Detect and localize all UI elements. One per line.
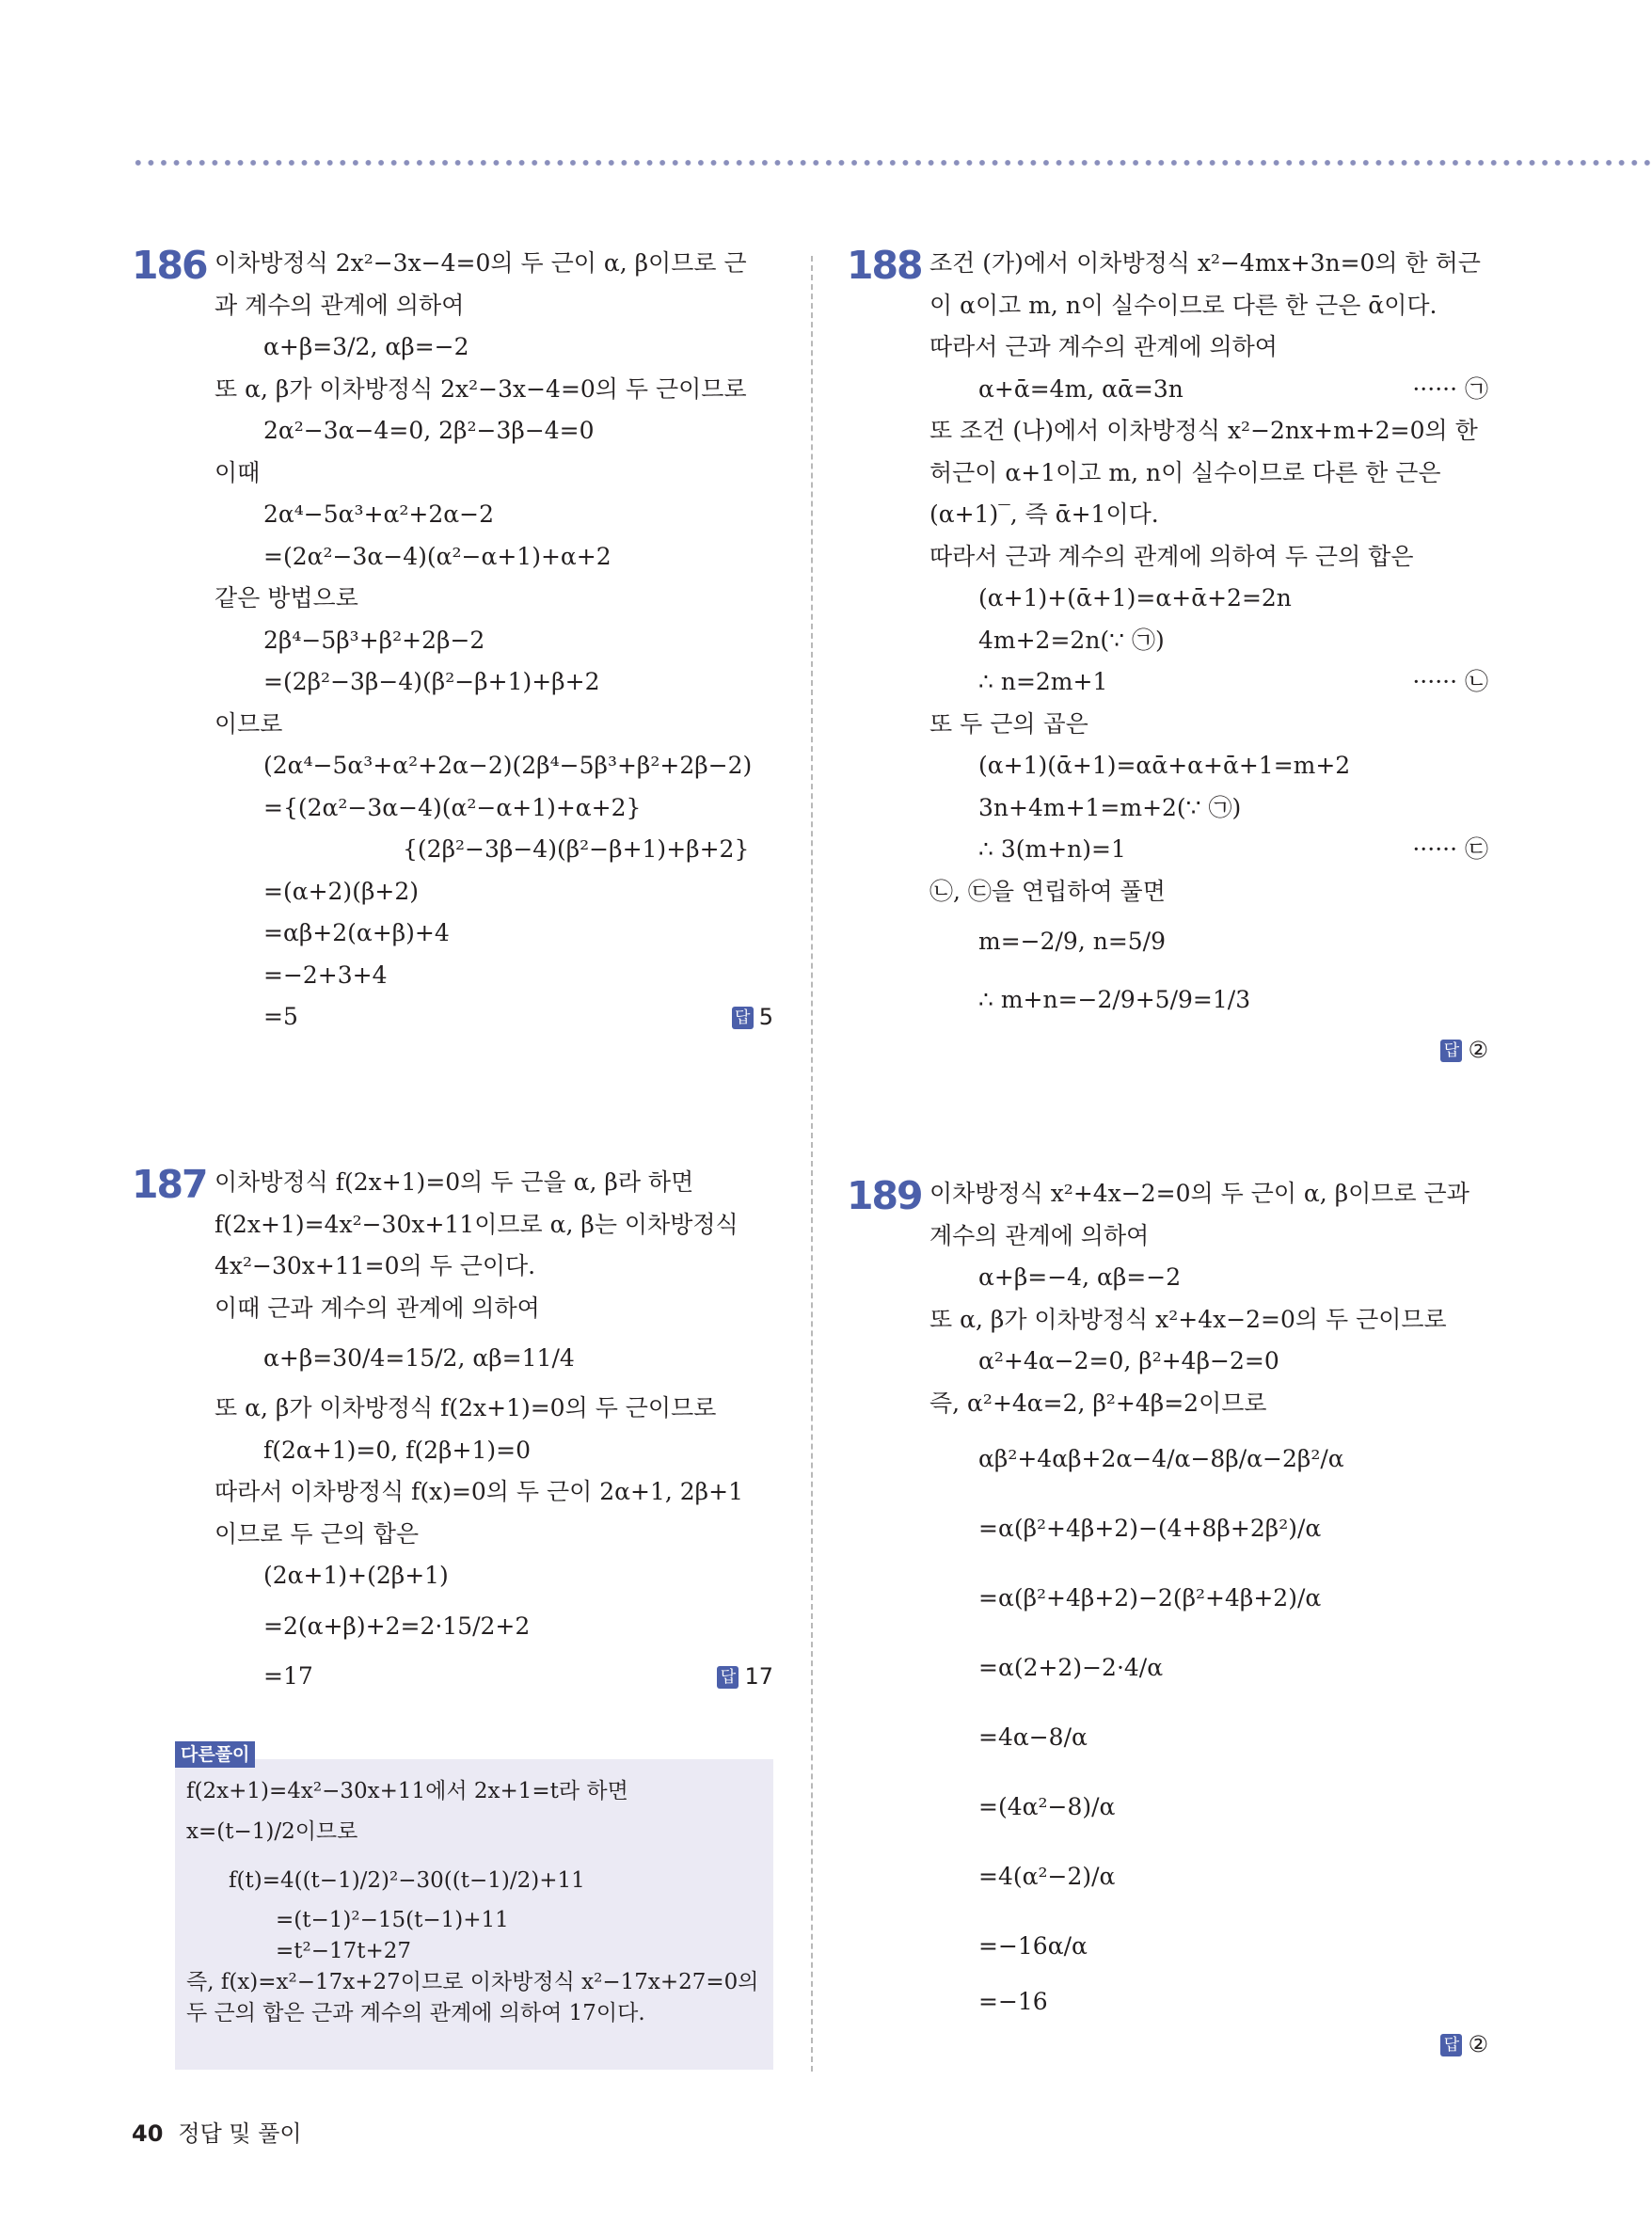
solution-line: =−16α/α xyxy=(978,1932,1088,1960)
solution-line: =2(α+β)+2=2·15/2+2 xyxy=(263,1612,531,1640)
solution-line: =4(α²−2)/α xyxy=(978,1863,1116,1890)
solution-188 xyxy=(929,243,1488,1072)
answer-189 xyxy=(1440,2024,1488,2066)
solution-line: 3n+4m+1=m+2(∵ ㉠) xyxy=(978,793,1242,821)
answer-value: ② xyxy=(1468,2030,1488,2057)
alt-line: 두 근의 합은 근과 계수의 관계에 의하여 17이다. xyxy=(186,2001,645,2025)
answer-badge-icon: 답 xyxy=(1440,1040,1462,1062)
solution-line: {(2β²−3β−4)(β²−β+1)+β+2} xyxy=(403,835,750,863)
solution-line: =(2β²−3β−4)(β²−β+1)+β+2 xyxy=(263,668,600,695)
solution-line: =(4α²−8)/α xyxy=(978,1793,1116,1820)
solution-line: 2α⁴−5α³+α²+2α−2 xyxy=(263,500,495,528)
solution-line: 조건 (가)에서 이차방정식 x²−4mx+3n=0의 한 허근 xyxy=(929,249,1481,277)
solution-line: 계수의 관계에 의하여 xyxy=(929,1221,1150,1249)
solution-line: α+ᾱ=4m, αᾱ=3n ······ ㉠ xyxy=(929,369,1488,411)
solution-line: 또 조건 (나)에서 이차방정식 x²−2nx+m+2=0의 한 xyxy=(929,417,1478,444)
solution-line: ={(2α²−3α−4)(α²−α+1)+α+2} xyxy=(263,793,642,821)
alternative-solution-label: 다른풀이 xyxy=(175,1741,255,1768)
alt-line: f(t)=4((t−1)/2)²−30((t−1)/2)+11 xyxy=(229,1868,585,1893)
alt-line: =(t−1)²−15(t−1)+11 xyxy=(276,1908,509,1932)
solution-186 xyxy=(214,243,773,1039)
equation-mark: ······ ㉠ xyxy=(1412,374,1488,403)
solution-line: 과 계수의 관계에 의하여 xyxy=(214,291,465,319)
solution-line: α+β=−4, αβ=−2 xyxy=(978,1263,1182,1291)
problem-number-187: 187 xyxy=(132,1162,207,1207)
solution-line: α+β=30/4=15/2, αβ=11/4 xyxy=(263,1344,575,1372)
solution-line: 4m+2=2n(∵ ㉠) xyxy=(978,626,1165,654)
solution-line: 또 α, β가 이차방정식 x²+4x−2=0의 두 근이므로 xyxy=(929,1305,1447,1333)
solution-line: f(2α+1)=0, f(2β+1)=0 xyxy=(263,1436,531,1464)
solution-line: (2α+1)+(2β+1) xyxy=(263,1562,449,1589)
solution-line: f(2x+1)=4x²−30x+11이므로 α, β는 이차방정식 xyxy=(214,1210,739,1238)
solution-line: 이차방정식 2x²−3x−4=0의 두 근이 α, β이므로 근 xyxy=(214,249,747,277)
answer-value: 5 xyxy=(758,1004,773,1030)
solution-line: (α+1)+(ᾱ+1)=α+ᾱ+2=2n xyxy=(978,584,1292,611)
alt-line: 즉, f(x)=x²−17x+27이므로 이차방정식 x²−17x+27=0의 xyxy=(186,1970,759,1994)
alternative-solution xyxy=(186,1776,770,2029)
final-value: =5 xyxy=(263,1003,298,1030)
alt-line: x=(t−1)/2이므로 xyxy=(186,1819,358,1844)
solution-line: =−16 xyxy=(978,1988,1048,2015)
solution-line: ∴ m+n=−2/9+5/9=1/3 xyxy=(978,986,1251,1013)
solution-line: 따라서 근과 계수의 관계에 의하여 두 근의 합은 xyxy=(929,542,1414,570)
solution-line: =αβ+2(α+β)+4 xyxy=(263,919,450,946)
solution-line: 이 α이고 m, n이 실수이므로 다른 한 근은 ᾱ이다. xyxy=(929,291,1438,319)
page-footer xyxy=(132,2115,302,2148)
dotted-divider xyxy=(132,158,1652,167)
answer-badge-icon: 답 xyxy=(732,1007,754,1029)
answer-badge-icon: 답 xyxy=(1440,2034,1462,2056)
solution-line: α+β=3/2, αβ=−2 xyxy=(263,333,469,360)
solution-line: =4α−8/α xyxy=(978,1723,1088,1751)
answer-value: ② xyxy=(1468,1037,1488,1063)
alt-line: =t²−17t+27 xyxy=(276,1939,412,1963)
solution-line: 또 α, β가 이차방정식 2x²−3x−4=0의 두 근이므로 xyxy=(214,374,747,403)
footer-title: 정답 및 풀이 xyxy=(178,2120,302,2147)
equation-mark: ······ ㉡ xyxy=(1412,668,1488,695)
solution-line: 또 두 근의 곱은 xyxy=(929,709,1088,738)
solution-line xyxy=(929,2024,1488,2066)
solution-line: 2β⁴−5β³+β²+2β−2 xyxy=(263,626,485,654)
answer-188 xyxy=(1440,1029,1488,1072)
solution-line: ∴ 3(m+n)=1 ······ ㉢ xyxy=(929,829,1488,871)
solution-line: 이므로 xyxy=(214,709,283,738)
alt-line: f(2x+1)=4x²−30x+11에서 2x+1=t라 하면 xyxy=(186,1779,628,1803)
solution-line: αβ²+4αβ+2α−4/α−8β/α−2β²/α xyxy=(978,1445,1344,1472)
solution-line: =−2+3+4 xyxy=(263,961,388,989)
solution-line: 이차방정식 x²+4x−2=0의 두 근이 α, β이므로 근과 xyxy=(929,1180,1469,1207)
solution-line: 허근이 α+1이고 m, n이 실수이므로 다른 한 근은 xyxy=(929,458,1441,486)
solution-line: =α(2+2)−2·4/α xyxy=(978,1654,1164,1681)
solution-line: ∴ n=2m+1 ······ ㉡ xyxy=(929,661,1488,704)
solution-line xyxy=(929,1029,1488,1072)
problem-number-188: 188 xyxy=(847,243,922,288)
solution-line: 같은 방법으로 xyxy=(214,584,358,611)
solution-line: 2α²−3α−4=0, 2β²−3β−4=0 xyxy=(263,417,595,444)
solution-line: =α(β²+4β+2)−(4+8β+2β²)/α xyxy=(978,1515,1322,1542)
solution-line: 4x²−30x+11=0의 두 근이다. xyxy=(214,1252,536,1279)
page-number: 40 xyxy=(132,2120,164,2147)
equation-mark: ······ ㉢ xyxy=(1412,835,1488,863)
answer-value: 17 xyxy=(744,1662,773,1690)
solution-line xyxy=(214,996,773,1039)
solution-line: =α(β²+4β+2)−2(β²+4β+2)/α xyxy=(978,1584,1322,1612)
solution-line: 이때 근과 계수의 관계에 의하여 xyxy=(214,1294,540,1322)
solution-line: 즉, α²+4α=2, β²+4β=2이므로 xyxy=(929,1389,1267,1417)
answer-badge-icon: 답 xyxy=(717,1666,739,1689)
solution-line: 또 α, β가 이차방정식 f(2x+1)=0의 두 근이므로 xyxy=(214,1394,717,1421)
solution-line: 이므로 두 근의 합은 xyxy=(214,1519,420,1548)
answer-186 xyxy=(732,996,773,1039)
solution-line: m=−2/9, n=5/9 xyxy=(978,928,1167,955)
solution-line: ㉡, ㉢을 연립하여 풀면 xyxy=(929,877,1166,905)
solution-189 xyxy=(929,1173,1488,2065)
solution-line: 이차방정식 f(2x+1)=0의 두 근을 α, β라 하면 xyxy=(214,1168,694,1196)
problem-number-189: 189 xyxy=(847,1173,922,1218)
answer-187 xyxy=(717,1656,773,1698)
column-divider xyxy=(811,256,813,2072)
solution-line: (α+1)‾, 즉 ᾱ+1이다. xyxy=(929,500,1159,528)
solution-line: (α+1)(ᾱ+1)=αᾱ+α+ᾱ+1=m+2 xyxy=(978,752,1351,779)
solution-line: =(α+2)(β+2) xyxy=(263,877,420,905)
solution-line: 따라서 근과 계수의 관계에 의하여 xyxy=(929,333,1278,360)
solution-line: =(2α²−3α−4)(α²−α+1)+α+2 xyxy=(263,542,612,570)
problem-number-186: 186 xyxy=(132,243,207,288)
solution-line: 따라서 이차방정식 f(x)=0의 두 근이 2α+1, 2β+1 xyxy=(214,1478,743,1505)
solution-line: α²+4α−2=0, β²+4β−2=0 xyxy=(978,1347,1279,1374)
solution-187 xyxy=(214,1162,773,1697)
final-value: =17 xyxy=(263,1661,313,1690)
solution-line: 이때 xyxy=(214,458,261,486)
solution-line xyxy=(214,1656,773,1698)
solution-line: (2α⁴−5α³+α²+2α−2)(2β⁴−5β³+β²+2β−2) xyxy=(263,752,753,779)
